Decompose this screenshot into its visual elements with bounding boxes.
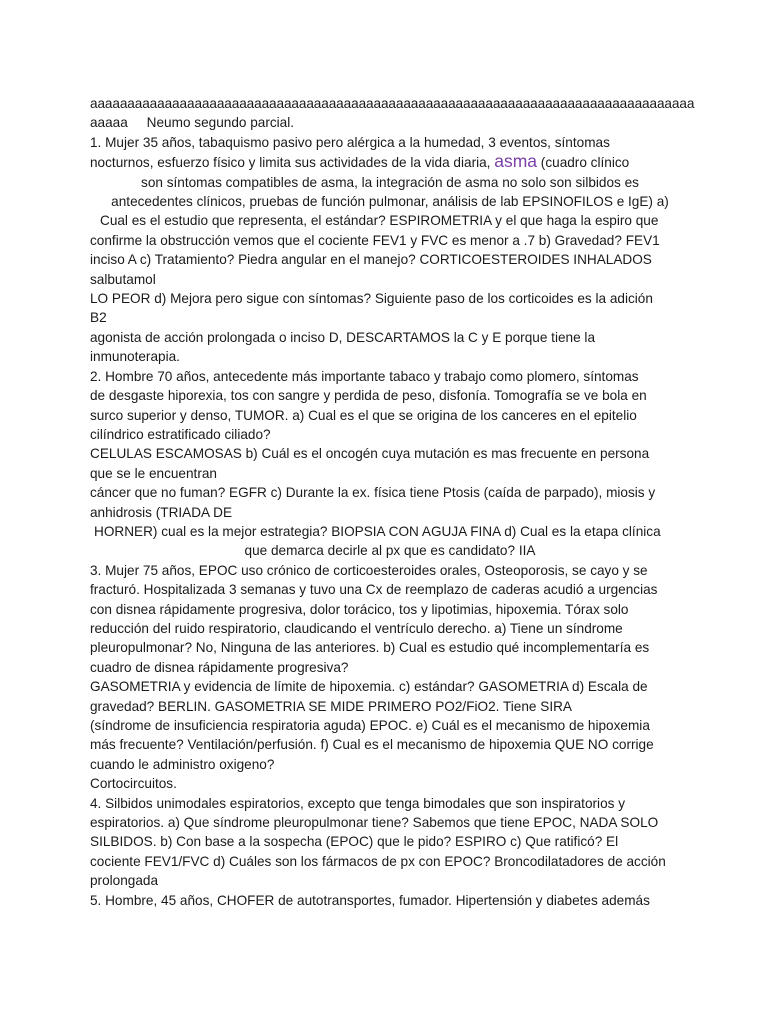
highlighted-word: asma [494, 151, 538, 172]
text-line: B2 [90, 310, 107, 326]
text-line: cilíndrico estratificado ciliado? [90, 426, 271, 442]
text-line: espiratorios. a) Que síndrome pleuropulmonar tiene? Sabemos que tiene EPOC, NADA SOLO [90, 815, 659, 831]
text-line: más frecuente? Ventilación/perfusión. f) Cual es el mecanismo de hipoxemia QUE NO corrige [90, 737, 654, 753]
text-line: 1. Mujer 35 años, tabaquismo pasivo pero alérgica a la humedad, 3 eventos, síntomas [90, 134, 610, 150]
text-line: 4. Silbidos unimodales espiratorios, excepto que tenga bimodales que son inspiratorios y [90, 795, 626, 811]
text-line: 5. Hombre, 45 años, CHOFER de autotransportes, fumador. Hipertensión y diabetes además [90, 892, 650, 908]
text-line: 2. Hombre 70 años, antecedente más importante tabaco y trabajo como plomero, síntomas [90, 368, 639, 384]
text-line: Cortocircuitos. [90, 776, 177, 792]
text-line: cáncer que no fuman? EGFR c) Durante la ex. física tiene Ptosis (caída de parpado), miosis y [90, 485, 656, 501]
document-title: aaaaa Neumo segundo parcial. [90, 115, 295, 131]
text-line-with-highlight [90, 152, 690, 172]
text-line: con disnea rápidamente progresiva, dolor torácico, tos y lipotimias, hipoxemia. Tórax solo [90, 601, 629, 617]
text-segment: (cuadro clínico [537, 155, 630, 171]
text-line: Cual es el estudio que representa, el estándar? ESPIROMETRIA y el que haga la espiro que [100, 213, 659, 229]
text-line: cuadro de disnea rápidamente progresiva? [90, 659, 349, 675]
text-line: inmunoterapia. [90, 349, 180, 365]
text-line: inciso A c) Tratamiento? Piedra angular en el manejo? CORTICOESTEROIDES INHALADOS [90, 252, 652, 268]
text-segment: nocturnos, esfuerzo físico y limita sus actividades de la vida diaria, [90, 155, 495, 171]
text-line: SILBIDOS. b) Con base a la sospecha (EPOC) que le pido? ESPIRO c) Que ratificó? El [90, 834, 619, 850]
document-body [90, 94, 695, 910]
text-line: GASOMETRIA y evidencia de límite de hipoxemia. c) estándar? GASOMETRIA d) Escala de [90, 679, 648, 695]
text-line: cociente FEV1/FVC d) Cuáles son los fármacos de px con EPOC? Broncodilatadores de acción [90, 853, 666, 869]
text-line: antecedentes clínicos, pruebas de función pulmonar, análisis de lab EPSINOFILOS e IgE) a) [111, 194, 669, 210]
text-line: son síntomas compatibles de asma, la integración de asma no solo son silbidos es [141, 174, 639, 190]
text-line: surco superior y denso, TUMOR. a) Cual es el que se origina de los canceres en el epitelio [90, 407, 637, 423]
text-line: gravedad? BERLIN. GASOMETRIA SE MIDE PRIMERO PO2/FiO2. Tiene SIRA [90, 698, 572, 714]
text-line: que se le encuentran [90, 465, 217, 481]
text-line: que demarca decirle al px que es candidato? IIA [244, 543, 536, 559]
text-line: agonista de acción prolongada o inciso D, DESCARTAMOS la C y E porque tiene la [90, 329, 595, 345]
text-line: anhidrosis (TRIADA DE [90, 504, 233, 520]
text-line: (síndrome de insuficiencia respiratoria aguda) EPOC. e) Cuál es el mecanismo de hipoxemia [90, 718, 650, 733]
text-line: confirme la obstrucción vemos que el cociente FEV1 y FVC es menor a .7 b) Gravedad? FEV1 [90, 232, 660, 248]
text-line: prolongada [90, 873, 159, 889]
text-line: salbutamol [90, 271, 156, 287]
text-line: LO PEOR d) Mejora pero sigue con síntomas? Siguiente paso de los corticoides es la adición [90, 291, 653, 307]
text-line: pleuropulmonar? No, Ninguna de las anteriores. b) Cual es estudio qué incomplementaría es [90, 640, 650, 656]
text-line: HORNER) cual es la mejor estrategia? BIOPSIA CON AGUJA FINA d) Cual es la etapa clínica [94, 523, 661, 539]
text-line: reducción del ruido respiratorio, claudicando el ventrículo derecho. a) Tiene un síndrome [90, 620, 623, 636]
text-line: aaaaaaaaaaaaaaaaaaaaaaaaaaaaaaaaaaaaaaaaaaaaaaaaaaaaaaaaaaaaaaaaaaaaaaaaaaaaaaaaa [90, 96, 695, 111]
text-line: CELULAS ESCAMOSAS b) Cuál es el oncogén cuya mutación es mas frecuente en persona [90, 446, 650, 462]
text-line: cuando le administro oxigeno? [90, 756, 275, 772]
text-line: fracturó. Hospitalizada 3 semanas y tuvo una Cx de reemplazo de caderas acudió a urgencias [90, 582, 658, 598]
text-line: 3. Mujer 75 años, EPOC uso crónico de corticoesteroides orales, Osteoporosis, se cayo y se [90, 562, 648, 578]
text-line: de desgaste hiporexia, tos con sangre y perdida de peso, disfonía. Tomografía se ve bola en [90, 388, 647, 404]
